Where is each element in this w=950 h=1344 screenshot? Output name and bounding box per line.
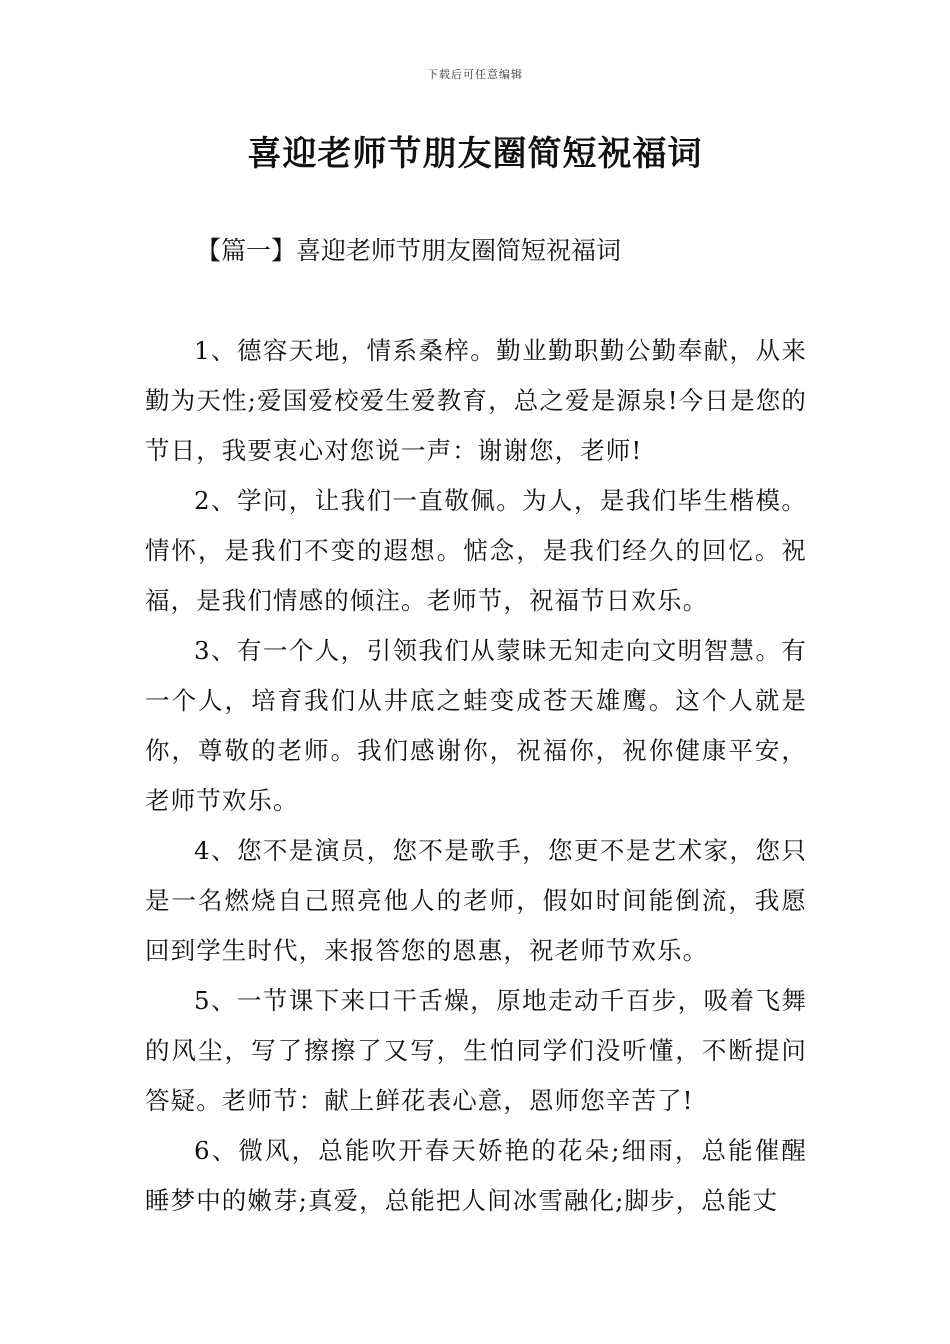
paragraph-6: 6、微风，总能吹开春天娇艳的花朵;细雨，总能催醒睡梦中的嫩芽;真爱，总能把人间冰雪融化;脚步，总能丈 [145, 1136, 807, 1215]
document-title: 喜迎老师节朋友圈简短祝福词 [247, 134, 703, 174]
section-heading: 【篇一】喜迎老师节朋友圈简短祝福词 [196, 236, 622, 265]
body-text [145, 326, 807, 1226]
paragraph-2: 2、学问，让我们一直敬佩。为人，是我们毕生楷模。情怀，是我们不变的遐想。惦念，是我们经久的回忆。祝福，是我们情感的倾注。老师节，祝福节日欢乐。 [145, 486, 807, 615]
paragraph-1: 1、德容天地，情系桑梓。勤业勤职勤公勤奉献，从来勤为天性;爱国爱校爱生爱教育，总之爱是源泉!今日是您的节日，我要衷心对您说一声：谢谢您，老师! [145, 336, 807, 465]
paragraph-3: 3、有一个人，引领我们从蒙昧无知走向文明智慧。有一个人，培育我们从井底之蛙变成苍天雄鹰。这个人就是你，尊敬的老师。我们感谢你，祝福你，祝你健康平安，老师节欢乐。 [145, 636, 807, 815]
paragraph-5: 5、一节课下来口干舌燥，原地走动千百步，吸着飞舞的风尘，写了擦擦了又写，生怕同学们没听懂，不断提问答疑。老师节：献上鲜花表心意，恩师您辛苦了! [145, 986, 807, 1115]
header-note: 下载后可任意编辑 [427, 68, 523, 81]
paragraph-4: 4、您不是演员，您不是歌手，您更不是艺术家，您只是一名燃烧自己照亮他人的老师，假如时间能倒流，我愿回到学生时代，来报答您的恩惠，祝老师节欢乐。 [145, 836, 807, 965]
